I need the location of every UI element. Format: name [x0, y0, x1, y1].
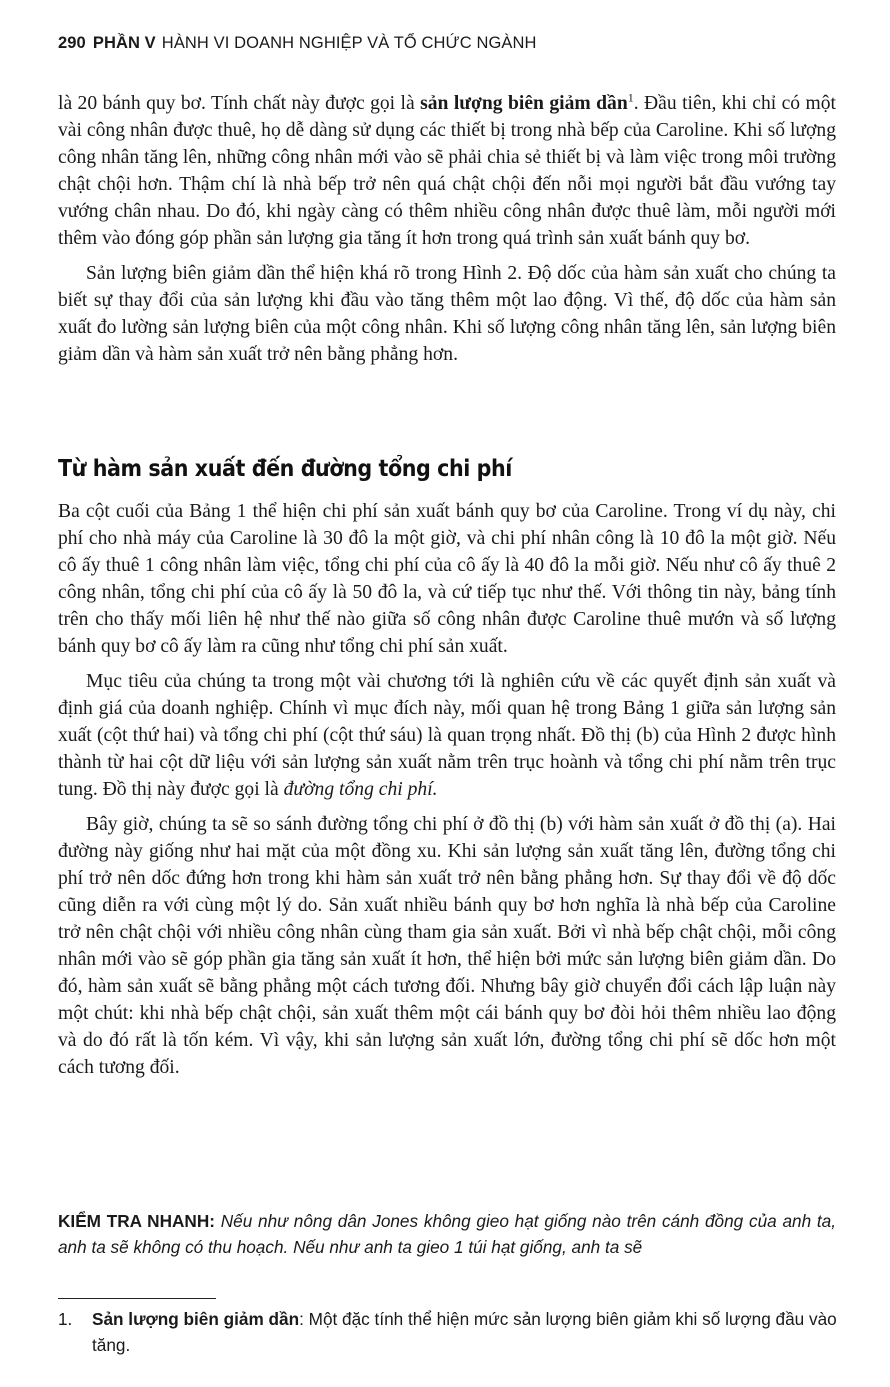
part-title: HÀNH VI DOANH NGHIỆP VÀ TỔ CHỨC NGÀNH: [161, 34, 537, 52]
running-header: [58, 34, 537, 53]
paragraph: [58, 90, 836, 252]
paragraph: [58, 668, 836, 803]
footnote: [58, 1306, 838, 1358]
paragraph-text: Mục tiêu của chúng ta trong một vài chương tới là nghiên cứu về các quyết định sản xuất và định giá của doanh nghiệp. Chính vì mục đích này, mối quan hệ trong Bảng 1 giữa sản lượng sản xuất (cột thứ hai) và tổng chi phí (cột thứ sáu) là quan trọng nhất. Đồ thị (b) của Hình 2 được hình thành từ hai cột dữ liệu với sản lượng sản xuất nằm trên trục hoành và tổng chi phí nằm trên trục tung. Đồ thị này được gọi là: [58, 671, 836, 800]
paragraph: Bây giờ, chúng ta sẽ so sánh đường tổng chi phí ở đồ thị (b) với hàm sản xuất ở đồ thị (a). Hai đường này giống như hai mặt của một đồng xu. Khi sản lượng sản xuất tăng lên, đường tổng chi phí trở nên dốc đứng hơn trong khi hàm sản xuất trở nên bằng phẳng hơn. Sự thay đổi về độ dốc cũng diễn ra với cùng một lý do. Sản xuất nhiều bánh quy bơ hơn nghĩa là nhà bếp của Caroline trở nên chật chội với nhiều công nhân cùng tham gia sản xuất. Bởi vì nhà bếp chật chội, mỗi công nhân mới vào sẽ góp phần gia tăng sản xuất ít hơn, thể hiện bởi mức sản lượng biên giảm dần. Do đó, hàm sản xuất sẽ bằng phẳng một cách tương đối. Nhưng bây giờ chuyển đổi cách lập luận này một chút: khi nhà bếp chật chội, sản xuất thêm một cái bánh quy bơ đòi hỏi thêm nhiều lao động và do đó rất là tốn kém. Vì vậy, khi sản lượng sản xuất lớn, đường tổng chi phí sẽ dốc hơn một cách tương đối.: [58, 814, 836, 1078]
quick-check-box: [58, 1208, 836, 1260]
paragraph: Ba cột cuối của Bảng 1 thể hiện chi phí sản xuất bánh quy bơ của Caroline. Trong ví dụ này, chi phí cho nhà máy của Caroline là 30 đô la một giờ, và chi phí nhân công là 10 đô la một giờ. Nếu cô ấy thuê 1 công nhân làm việc, tổng chi phí của cô ấy là 40 đô la mỗi giờ. Nếu như cô ấy thuê 2 công nhân, tổng chi phí của cô ấy là 50 đô la, và cứ tiếp tục như thế. Với thông tin này, bảng tính trên cho thấy mối liên hệ như thế nào giữa số công nhân được Caroline thuê mướn và số lượng bánh quy bơ cô ấy làm ra cũng như tổng chi phí sản xuất.: [58, 501, 836, 657]
footnote-ref: 1: [627, 90, 634, 105]
section-heading: Từ hàm sản xuất đến đường tổng chi phí: [58, 454, 512, 482]
paragraph: Sản lượng biên giảm dần thể hiện khá rõ trong Hình 2. Độ dốc của hàm sản xuất cho chúng ta biết sự thay đổi của sản lượng khi đầu vào tăng thêm một lao động. Vì thế, độ dốc của hàm sản xuất đo lường sản lượng biên của một công nhân. Khi số lượng công nhân tăng lên, sản lượng biên giảm dần và hàm sản xuất trở nên bằng phẳng hơn.: [58, 263, 836, 365]
key-term: sản lượng biên giảm dần: [420, 93, 628, 114]
section-text-1: [58, 90, 836, 368]
part-label: PHẦN V: [92, 34, 156, 52]
footnote-body: [92, 1306, 838, 1358]
section-text-2: [58, 498, 836, 1081]
footnote-number: 1.: [58, 1309, 73, 1329]
quick-check-label: KIỂM TRA NHANH:: [58, 1211, 215, 1231]
key-term-italic: đường tổng chi phí.: [283, 779, 438, 800]
footnote-text: : Một đặc tính thể hiện mức sản lượng biên giảm khi số lượng đầu vào tăng.: [92, 1309, 837, 1355]
quick-check-text: Nếu như nông dân Jones không gieo hạt giống nào trên cánh đồng của anh ta, anh ta sẽ không có thu hoạch. Nếu như anh ta gieo 1 túi hạt giống, anh ta sẽ: [58, 1211, 837, 1257]
paragraph-text: . Đầu tiên, khi chỉ có một vài công nhân được thuê, họ dễ dàng sử dụng các thiết bị trong nhà bếp của Caroline. Khi số lượng công nhân tăng lên, những công nhân mới vào sẽ phải chia sẻ thiết bị và làm việc trong môi trường chật chội hơn. Thậm chí là nhà bếp trở nên quá chật chội đến nỗi mọi người bắt đầu vướng tay vướng chân nhau. Do đó, khi ngày càng có thêm nhiều công nhân được thuê làm, mỗi người mới thêm vào đóng góp phần sản lượng gia tăng ít hơn trong quá trình sản xuất bánh quy bơ.: [58, 93, 836, 249]
paragraph-text: là 20 bánh quy bơ. Tính chất này được gọi là: [58, 93, 421, 114]
footnote-term: Sản lượng biên giảm dần: [92, 1309, 300, 1329]
page-number: 290: [58, 34, 86, 52]
footnote-divider: [58, 1298, 216, 1299]
